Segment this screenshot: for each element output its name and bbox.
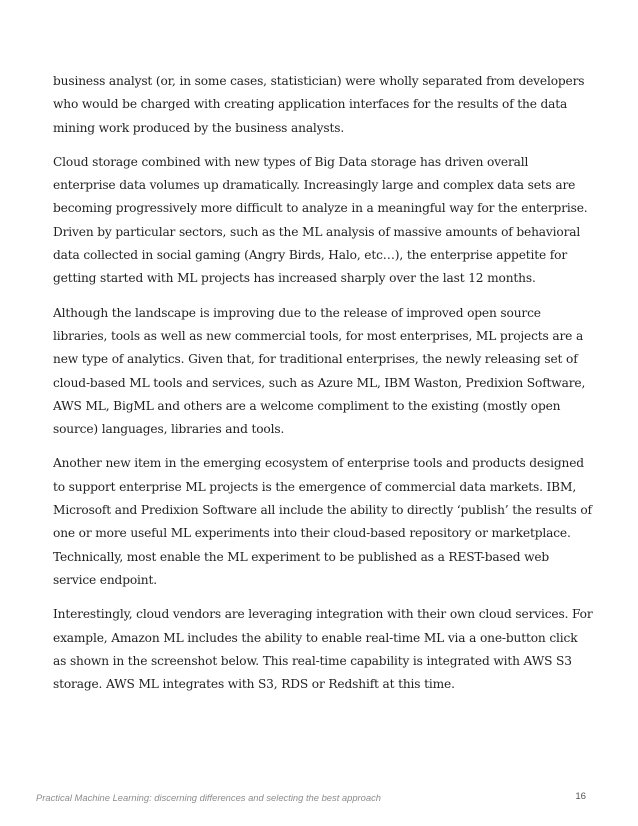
footer-document-title: Practical Machine Learning: discerning differences and selecting the best approach — [36, 792, 381, 803]
body-text — [53, 70, 593, 707]
paragraph-continuation: business analyst (or, in some cases, statistician) were wholly separated from developers who would be charged with creating application interfaces for the results of the data mining work produced by the business analysts. — [53, 74, 585, 135]
paragraph-cloud-integration: Interestingly, cloud vendors are leveraging integration with their own cloud services. For example, Amazon ML includes the ability to enable real-time ML via a one-button click as shown in the screenshot below. This real-time capability is integrated with AWS S3 storage. AWS ML integrates with S3, RDS or Redshift at this time. — [53, 607, 593, 692]
paragraph-landscape: Although the landscape is improving due to the release of improved open source libraries, tools as well as new commercial tools, for most enterprises, ML projects are a new type of analytics. Given that, for traditional enterprises, the newly releasing set of cloud-based ML tools and services, such as Azure ML, IBM Waston, Predixion Software, AWS ML, BigML and others are a welcome compliment to the existing (mostly open source) languages, libraries and tools. — [53, 305, 586, 437]
paragraph-cloud-storage: Cloud storage combined with new types of Big Data storage has driven overall enterprise data volumes up dramatically. Increasingly large and complex data sets are becoming progressively more difficult to analyze in a meaningful way for the enterprise. Driven by particular sectors, such as the ML analysis of massive amounts of behavioral data collected in social gaming (Angry Birds, Halo, etc…), the enterprise appetite for getting started with ML projects has increased sharply over the last 12 months. — [53, 154, 588, 286]
paragraph-data-markets: Another new item in the emerging ecosystem of enterprise tools and products designed to support enterprise ML projects is the emergence of commercial data markets. IBM, Microsoft and Predixion Software all include the ability to directly ‘publish’ the results of one or more useful ML experiments into their cloud-based repository or marketplace. Technically, most enable the ML experiment to be published as a REST-based web service endpoint. — [53, 456, 592, 587]
page-number: 16 — [575, 791, 586, 802]
